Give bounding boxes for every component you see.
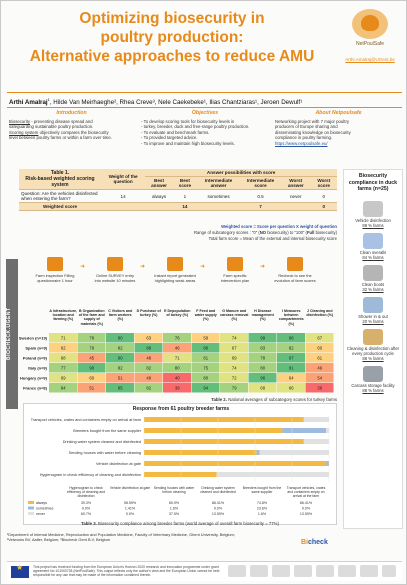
note-part: NO <box>259 230 267 235</box>
shower-icon <box>363 297 383 313</box>
netpoulsafe-line: Networking project with 7 major poultry <box>275 118 350 124</box>
heatmap-cell-value: 54 <box>317 375 323 381</box>
heatmap-svg <box>19 309 337 395</box>
heatmap-row-label: Spain (n=9) <box>25 345 47 351</box>
heatmap-cell-value: 45 <box>89 355 95 361</box>
bar-category-label: Sending houses with water before cleaning <box>68 451 141 455</box>
breeder-response-chart <box>23 403 337 525</box>
note-part: biosecurity) to "100" ( <box>266 230 307 235</box>
author-list <box>9 96 402 107</box>
netpoulsafe-logo <box>340 9 400 62</box>
bar-segment-always <box>144 439 304 444</box>
objectives-column <box>141 111 269 147</box>
boots-icon <box>363 265 383 281</box>
step-farm-inspection <box>33 257 77 284</box>
logo-name: NetPoulSafe <box>355 41 385 47</box>
partner-logo <box>228 565 246 577</box>
heatmap-cell-value: 94 <box>203 385 209 391</box>
truck-icon <box>363 201 383 217</box>
weight-header: Weight of the question <box>101 169 145 190</box>
table-cell: always <box>145 190 173 203</box>
heatmap-column-header: I Measures between compartments (%) <box>278 309 304 326</box>
item-pct: 20 % farms <box>362 318 384 324</box>
duck-compliance-panel <box>343 169 403 529</box>
heatmap-row-label: Hungary (n=9) <box>19 375 47 381</box>
heatmap-cell-value: 68 <box>60 355 66 361</box>
note-total: Total farm score = Mean of the external and internal biosecurity score <box>208 236 337 241</box>
heatmap-cell-value: 60 <box>89 375 95 381</box>
heatmap-cell-value: 82 <box>146 385 152 391</box>
heatmap-cell-value: 90 <box>89 365 95 371</box>
title-line-3: Alternative approaches to reduce AMU <box>29 48 315 65</box>
author-email-link[interactable]: Arthi.Amalraj@UGent.be <box>345 57 395 62</box>
partner-logo <box>316 565 334 577</box>
heatmap-cell-value: 67 <box>317 335 323 341</box>
biocheck-side-tab: BIOCHECK.UGENT <box>6 259 18 409</box>
chicken-icon <box>352 9 388 39</box>
heatmap-cell-value: 81 <box>203 355 209 361</box>
objective-item: - To provided targeted advice. <box>141 135 269 141</box>
item-label: Clean boots <box>361 281 385 287</box>
heatmap-cell-value: 74 <box>231 335 237 341</box>
step-label: Recheck to see the evolution of farm scores <box>274 273 316 283</box>
table-cell: 0.5 <box>240 190 281 203</box>
note-weighted-score: Weighted score = Score per question X weight of question <box>221 224 337 229</box>
netpoulsafe-heading: About Netpoulsafe <box>315 110 362 116</box>
bar-table-value: 0.0% <box>301 506 311 511</box>
heatmap-cell-value: 51 <box>89 385 95 391</box>
item-cleaning-disinfection <box>344 329 402 361</box>
item-pct: 32 % farms <box>362 286 384 292</box>
heatmap-cell-value: 77 <box>60 365 66 371</box>
bar-table-value: 1.41% <box>124 506 136 511</box>
bar-segment-always <box>144 450 257 455</box>
bar-category-label: Hygienogram in check efficiency of cleaning and disinfection <box>39 473 141 477</box>
column-header: Intermediate score <box>240 177 281 190</box>
bar-segment-never <box>304 417 329 422</box>
bar-segment-always <box>144 472 217 477</box>
objective-item: - To improve and maintain high biosecurity levels. <box>141 141 269 147</box>
heatmap-cell-value: 78 <box>260 355 266 361</box>
heatmap-column-header: F Feed and water supply (%) <box>194 309 217 322</box>
heatmap-column-header: E Depopulation of turkey (%) <box>164 309 191 318</box>
poster-title <box>7 9 337 66</box>
heatmap-cell-value: 88 <box>146 345 152 351</box>
heatmap-cell-value: 78 <box>89 335 95 341</box>
objectives-list <box>141 119 269 147</box>
heatmap-cell-value: 79 <box>89 345 95 351</box>
item-label: Clean overalls <box>359 249 387 255</box>
arrow-right-icon: ➜ <box>140 264 146 270</box>
heatmap-cell-value: 64 <box>288 375 294 381</box>
heatmap-cell-value: 75 <box>203 365 209 371</box>
heatmap-cell-value: 61 <box>317 355 323 361</box>
item-carcass-storage <box>344 366 402 393</box>
first-author: Arthi Amalraj <box>9 99 48 107</box>
table-cell: 0 <box>311 190 337 203</box>
report-icon <box>167 257 183 271</box>
partner-logo <box>272 565 290 577</box>
chart-title: Response from 61 poultry breeder farms <box>132 406 230 412</box>
table-1-title <box>19 169 101 190</box>
table-3-caption <box>23 521 337 526</box>
arrow-right-icon: ➜ <box>200 264 206 270</box>
bar-segment-never <box>217 472 329 477</box>
heatmap-cell-value: 97 <box>288 355 294 361</box>
item-pct: 88 % farms <box>362 387 384 393</box>
arrow-right-icon: ➜ <box>260 264 266 270</box>
heatmap-cell-value: 99 <box>260 335 266 341</box>
table-cell: 1 <box>173 190 197 203</box>
table-1 <box>19 169 337 211</box>
note-part: Range of subcategory scores : "0" ( <box>193 230 260 235</box>
netpoulsafe-website-link[interactable]: https://www.netpoulsafe.eu/ <box>275 140 328 146</box>
bar-table-value: 23.6% <box>256 506 268 511</box>
legend-label: always <box>36 501 47 505</box>
table-2-heatmap <box>19 309 337 395</box>
arrow-right-icon: ➜ <box>80 264 86 270</box>
bar-table-value: 39.3% <box>80 501 92 505</box>
bar-table-value: 74.8% <box>256 501 268 505</box>
netpoulsafe-line: compliance in poultry farming. <box>275 135 333 141</box>
bar-segment-always <box>144 461 326 466</box>
heatmap-cell-value: 91 <box>288 365 294 371</box>
partner-logo <box>382 565 396 577</box>
netpoulsafe-column <box>275 111 402 147</box>
partner-logo <box>338 565 356 577</box>
bar-table-value: 0.0% <box>125 512 135 516</box>
heatmap-cell-value: 49 <box>317 365 323 371</box>
bar-table-value: 1.6% <box>169 506 179 511</box>
bar-table-value: 86.41% <box>299 501 313 505</box>
heatmap-cell-value: 49 <box>146 375 152 381</box>
divider <box>7 92 402 93</box>
trend-chart-icon <box>287 257 303 271</box>
legend-label: never <box>36 512 45 516</box>
heatmap-cell-value: 71 <box>174 355 180 361</box>
title-line-2: poultry production: <box>100 29 244 46</box>
heatmap-cell-value: 58 <box>203 335 209 341</box>
partner-logos <box>228 565 398 579</box>
bar-table-value: 0.0% <box>213 506 223 511</box>
heatmap-cell-value: 80 <box>174 365 180 371</box>
bar-table-value: 13.59% <box>299 512 313 516</box>
item-label: Carcass storage facility <box>351 382 395 388</box>
heatmap-cell-value: 80 <box>260 365 266 371</box>
heatmap-cell-value: 90 <box>117 355 123 361</box>
legend-swatch <box>28 501 34 504</box>
heatmap-cell-value: 76 <box>174 335 180 341</box>
heatmap-column-header: J Cleaning and disinfection (%) <box>306 309 334 318</box>
heatmap-cell-value: 68 <box>260 385 266 391</box>
bar-segment-always <box>144 417 304 422</box>
bar-table-header: Transport vehicles, crates and containers empty on arrival at the farm <box>286 486 326 498</box>
poster-header <box>1 1 407 87</box>
process-steps <box>33 257 333 301</box>
intro-line-3: objectively compares the biosecurity <box>38 129 109 135</box>
heatmap-cell-value: 40 <box>174 375 180 381</box>
heatmap-cell-value: 83 <box>260 345 266 351</box>
step-label: Farm inspection Filling questionnaire 1 hour <box>35 273 75 283</box>
intro-line-2: safeguarding sustainable poultry production. <box>9 124 94 130</box>
item-pct: 88 % farms <box>362 355 384 361</box>
table-cell: 14 <box>101 190 145 203</box>
answer-group-header: Answer possibilities with score <box>145 169 337 177</box>
intro-line-1: - preventing disease spread and <box>30 118 93 124</box>
heatmap-column-header: C Visitors and farm workers (%) <box>108 309 133 322</box>
heatmap-cell-value: 63 <box>146 335 152 341</box>
heatmap-column-header: G Manure and carcass removal (%) <box>220 309 249 322</box>
introduction-column <box>9 111 134 141</box>
heatmap-column-header: D Purchase of turkey (%) <box>136 309 161 318</box>
step-label: Instant report generated highlighting weak areas <box>154 273 196 283</box>
bar-segment-sometimes <box>326 461 329 466</box>
eu-flag-icon <box>11 566 29 578</box>
partner-logo <box>294 565 312 577</box>
bar-table-value: 98.59% <box>123 501 137 505</box>
heatmap-cell-value: 71 <box>60 335 66 341</box>
bar-table-header: Breeders bought from the same supplier <box>242 486 282 494</box>
overalls-icon <box>363 233 383 249</box>
logo-part: check <box>308 539 328 546</box>
objective-item: - turkey, breeder, duck and free-range poultry production. <box>141 124 269 130</box>
item-pct: 84 % farms <box>362 254 384 260</box>
clipboard-icon <box>47 257 63 271</box>
heatmap-cell-value: 82 <box>117 345 123 351</box>
partner-logo <box>360 565 378 577</box>
column-header: Worst score <box>311 177 337 190</box>
eu-funding-bar <box>7 561 402 581</box>
bar-category-label: Transport vehicles, crates and containers empty on arrival at farm <box>30 418 141 422</box>
heatmap-cell-value: 96 <box>288 335 294 341</box>
item-pct: 88 % farms <box>362 222 384 228</box>
heatmap-cell-value: 74 <box>231 365 237 371</box>
netpoulsafe-line: disseminating knowledge on biosecurity <box>275 129 351 135</box>
eu-funding-text: This project has received funding from the European Union's Horizon 2020 research and innovation programme under grant agreement No 101000728 (NetPoulSafe). This output reflects only the author's view and the European Union cannot be held responsible for any use that may be made of the information contained therein. <box>33 565 220 578</box>
intro-line-4: level between poultry farms or within a farm over time. <box>9 135 112 141</box>
weighted-worst: 0 <box>311 203 337 211</box>
bar-segment-sometimes <box>282 428 326 433</box>
objectives-heading: Objectives <box>191 110 219 116</box>
heatmap-cell-value: 60 <box>317 345 323 351</box>
heatmap-cell-value: 48 <box>146 355 152 361</box>
affiliation-line: ²Vetworks BV, Aalter, Belgium; ³Biocheck Gent B.V, Belgium <box>7 537 111 542</box>
step-online-survey <box>93 257 137 284</box>
bar-table-value: 86.41% <box>211 501 225 505</box>
table-2-caption-text: National averages of subcategory scores for turkey farms <box>226 397 337 402</box>
item-label: Vehicle disinfection <box>355 217 391 223</box>
heatmap-column-header: H Disease management (%) <box>251 309 274 322</box>
legend-swatch <box>28 512 34 515</box>
introduction-heading: Introduction <box>56 110 87 116</box>
legend-label: sometimes <box>36 506 54 511</box>
table-3-label: Table 3. <box>81 521 97 526</box>
intro-section <box>9 111 402 163</box>
heatmap-cell-value: 80 <box>203 375 209 381</box>
heatmap-row-label: Italy (n=9) <box>28 365 47 371</box>
bar-table-header: Sending houses with water before cleaning <box>153 486 195 494</box>
weighted-intermediate: 7 <box>240 203 281 211</box>
column-header: Best score <box>173 177 197 190</box>
heatmap-cell-value: 82 <box>146 365 152 371</box>
item-label: Cleaning & disinfection after every production cycle <box>346 345 400 356</box>
table-2-label: Table 2. <box>211 397 227 402</box>
table-1-label: Table 1. <box>50 170 70 176</box>
scoring-term: Scoring system <box>9 129 39 135</box>
heatmap-cell-value: 67 <box>231 345 237 351</box>
bar-table-value: 0.0% <box>81 506 91 511</box>
bar-segment-never <box>260 450 329 455</box>
table-1-subtitle: Risk-based weighted scoring system <box>25 176 95 188</box>
storage-icon <box>363 366 383 382</box>
heatmap-cell-value: 96 <box>260 375 266 381</box>
bar-category-label: Drinking water system cleaned and disinfected <box>62 440 141 444</box>
bar-table-header: Vehicle disinfection at gate <box>109 486 151 490</box>
bar-table-value: 13.59% <box>211 512 225 516</box>
bar-segment-never <box>326 428 329 433</box>
bar-chart-svg <box>24 404 338 522</box>
heatmap-column-header: B Organization of the farm and supply of materials (%) <box>78 309 105 326</box>
heatmap-cell-value: 51 <box>117 375 123 381</box>
item-clean-boots <box>344 265 402 292</box>
laptop-icon <box>107 257 123 271</box>
scoring-notes <box>101 224 337 242</box>
step-label: Farm specific intervention plan <box>220 273 250 283</box>
biocheck-logo <box>301 539 328 546</box>
biosecurity-term: Biosecurity <box>9 118 31 124</box>
heatmap-cell-value: 85 <box>117 385 123 391</box>
heatmap-row-label: Sweden (n=19) <box>19 335 47 341</box>
heatmap-row-label: France (n=8) <box>23 385 47 391</box>
heatmap-cell-value: 82 <box>117 365 123 371</box>
affiliations <box>7 532 402 542</box>
table-cell: never <box>281 190 311 203</box>
step-label: Online SURVEY entry into website 10 minutes <box>94 273 136 283</box>
weighted-best: 14 <box>173 203 197 211</box>
bar-table-value: 60.7% <box>80 512 92 516</box>
table-3-caption-text: Biosecurity compliance among breeder farms (world average of overall farm biosecurity = 77%) <box>96 521 279 526</box>
puzzle-icon <box>227 257 243 271</box>
bar-category-label: Vehicle disinfection at gate <box>96 462 141 466</box>
column-header: Intermediate answer <box>197 177 240 190</box>
title-line-1: Optimizing biosecurity in <box>79 10 265 27</box>
heatmap-cell-value: 62 <box>60 345 66 351</box>
heatmap-cell-value: 72 <box>231 375 237 381</box>
heatmap-cell-value: 66 <box>288 385 294 391</box>
divider <box>7 107 402 108</box>
column-header: Worst answer <box>281 177 311 190</box>
question-cell: Question: Are the vehicles disinfected when entering the farm? <box>19 190 101 203</box>
heatmap-cell-value: 84 <box>60 385 66 391</box>
objective-item: - To evaluate and benchmark farms. <box>141 130 269 136</box>
legend-swatch <box>28 507 34 510</box>
bar-table-header: Hygienogram to check efficiency of cleaning and disinfection <box>66 486 105 498</box>
table-2-caption <box>121 397 337 402</box>
table-cell: sometimes <box>197 190 240 203</box>
step-instant-report <box>153 257 197 284</box>
heatmap-cell-value: 69 <box>60 375 66 381</box>
heatmap-cell-value: 86 <box>203 345 209 351</box>
cleaning-icon <box>363 329 383 345</box>
heatmap-cell-value: 79 <box>231 385 237 391</box>
item-label: Shower in & out <box>358 313 388 319</box>
step-intervention-plan <box>213 257 257 284</box>
affiliation-line: ¹Department of Internal Medicine, Reproduction and Population Medicine, Faculty of Veterinary Medicine, Ghent University, Belgium; <box>7 532 235 537</box>
heatmap-row-label: Poland (n=9) <box>22 355 47 361</box>
heatmap-cell-value: 69 <box>231 355 237 361</box>
bar-segment-always <box>144 428 282 433</box>
co-authors: , Hilde Van Meirhaeghe², Rhea Creve³, Nele Caekebeke¹, Ilias Chantziaras¹, Jeroen Dewulf¹ <box>49 99 303 107</box>
item-clean-overalls <box>344 233 402 260</box>
logo-part: Bi <box>301 539 308 546</box>
heatmap-cell-value: 46 <box>174 345 180 351</box>
bar-segment-never <box>304 439 329 444</box>
bar-segment-sometimes <box>257 450 260 455</box>
step-recheck <box>273 257 317 284</box>
bar-table-header: Drinking water system cleaned and disinfected <box>200 486 236 494</box>
netpoulsafe-line: producers of Europe sharing and <box>275 124 338 130</box>
note-part: Full <box>306 230 315 235</box>
duck-panel-heading: Biosecurity compliance in duck farms (n=25) <box>348 173 398 192</box>
objective-item: - To develop scoring tools for biosecurity levels in <box>141 119 269 125</box>
heatmap-cell-value: 39 <box>174 385 180 391</box>
bar-table-value: 1.6% <box>257 512 267 516</box>
heatmap-cell-value: 36 <box>317 385 323 391</box>
partner-logo <box>250 565 268 577</box>
bar-category-label: Breeders bought from the same supplier <box>73 429 141 433</box>
bar-table-value: 37.5% <box>168 512 180 516</box>
heatmap-cell-value: 90 <box>117 335 123 341</box>
weighted-score-label: Weighted score <box>19 203 101 211</box>
note-part: biosecurity) <box>314 230 337 235</box>
column-header: Best answer <box>145 177 173 190</box>
item-vehicle-disinfection <box>344 201 402 228</box>
heatmap-column-header: A Infrastructure, location and farming (%) <box>49 309 78 322</box>
item-shower <box>344 297 402 324</box>
first-author-affiliation: 1 <box>47 97 50 102</box>
heatmap-cell-value: 82 <box>288 345 294 351</box>
bar-table-value: 60.9% <box>168 501 180 505</box>
